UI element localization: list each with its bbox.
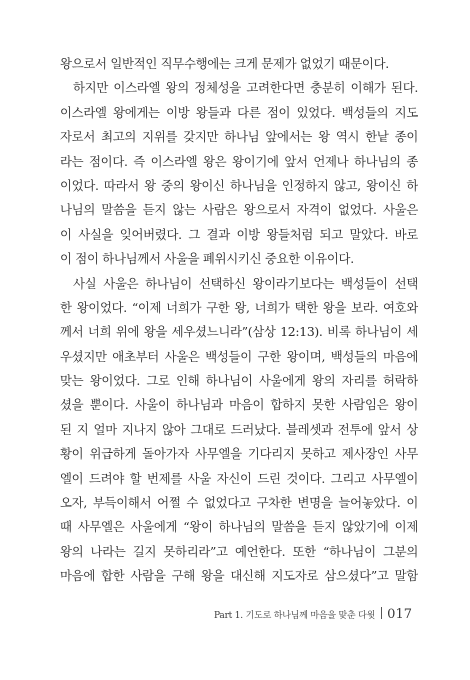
text-line: 나님의 말씀을 듣지 않는 사람은 왕으로서 자격이 없었다. 사울은 [60, 202, 418, 218]
text-line: 이었다. 따라서 왕 중의 왕이신 하나님을 인정하지 않고, 왕이신 하 [60, 177, 418, 193]
text-line: 황이 위급하게 돌아가자 사무엘을 기다리지 못하고 제사장인 사무 [60, 446, 418, 462]
text-line: 왕의 나라는 길지 못하리라”고 예언한다. 또한 “하나님이 그분의 [60, 543, 418, 559]
text-line: 하지만 이스라엘 왕의 정체성을 고려한다면 충분히 이해가 된다. [73, 80, 418, 96]
text-line: 된 지 얼마 지나지 않아 그대로 드러났다. 블레셋과 전투에 앞서 상 [60, 421, 418, 437]
footer-divider [381, 607, 382, 619]
text-line: 한 왕이었다. “이제 너희가 구한 왕, 너희가 택한 왕을 보라. 여호와 [60, 299, 418, 315]
text-line: 맞는 왕이었다. 그로 인해 하나님이 사울에게 왕의 자리를 허락하 [60, 373, 418, 389]
text-line: 오자, 부득이해서 어쩔 수 없었다고 구차한 변명을 늘어놓았다. 이 [60, 495, 418, 511]
text-line: 때 사무엘은 사울에게 “왕이 하나님의 말씀을 듣지 않았기에 이제 [60, 519, 418, 535]
text-line: 사실 사울은 하나님이 선택하신 왕이라기보다는 백성들이 선택 [73, 275, 418, 291]
text-line: 이 점이 하나님께서 사울을 폐위시키신 중요한 이유이다. [60, 251, 354, 267]
page-footer [214, 606, 412, 622]
text-line: 이스라엘 왕에게는 이방 왕들과 다른 점이 있었다. 백성들의 지도 [60, 104, 418, 120]
text-line: 왕으로서 일반적인 직무수행에는 크게 문제가 없었기 때문이다. [60, 56, 389, 71]
text-line: 자로서 최고의 지위를 갖지만 하나님 앞에서는 왕 역시 한낱 종이 [60, 129, 418, 145]
text-line: 셨을 뿐이다. 사울이 하나님과 마음이 합하지 못한 사람임은 왕이 [60, 397, 418, 413]
running-title: Part 1. 기도로 하나님께 마음을 맞춘 다윗 [213, 611, 376, 621]
body-text [60, 52, 418, 589]
text-line: 엘이 드려야 할 번제를 사울 자신이 드린 것이다. 그리고 사무엘이 [60, 470, 418, 486]
text-line: 께서 너희 위에 왕을 세우셨느니라”(삼상 12:13). 비록 하나님이 세 [60, 324, 418, 340]
text-line: 우셨지만 애초부터 사울은 백성들이 구한 왕이며, 백성들의 마음에 [60, 348, 418, 364]
text-line: 마음에 합한 사람을 구해 왕을 대신해 지도자로 삼으셨다”고 말함 [60, 568, 418, 584]
text-line: 이 사실을 잊어버렸다. 그 결과 이방 왕들처럼 되고 말았다. 바로 [60, 226, 418, 242]
text-line: 라는 점이다. 즉 이스라엘 왕은 왕이기에 앞서 언제나 하나님의 종 [60, 153, 418, 169]
page-number: 017 [387, 607, 412, 622]
